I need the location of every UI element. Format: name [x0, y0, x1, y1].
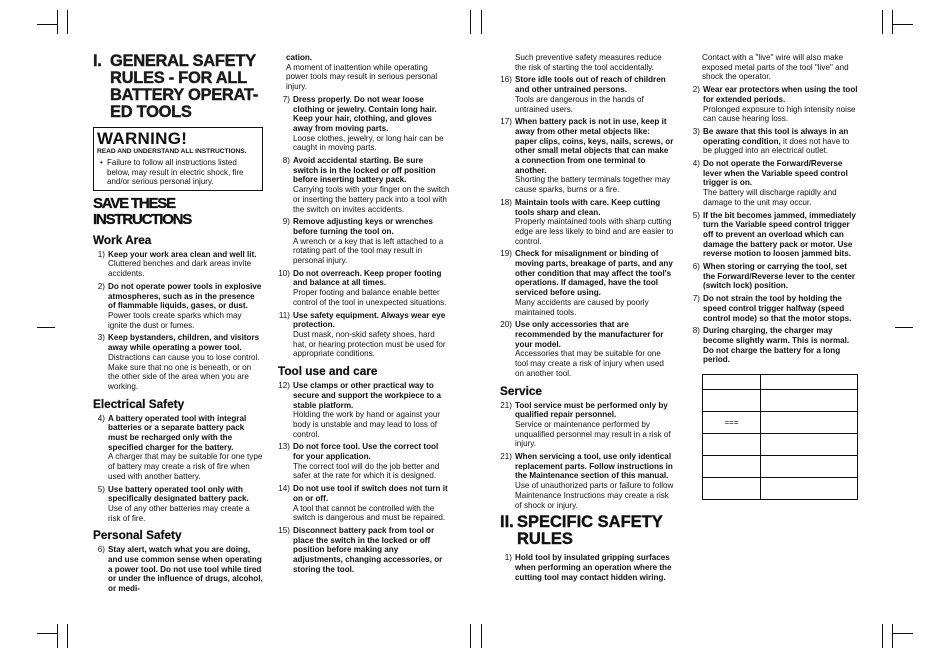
item-rule: When storing or carrying the tool, set the Forward/Reverse lever to the center (switch lock) position. — [703, 262, 856, 291]
item-text: Tools are dangerous in the hands of untrained users. — [515, 94, 644, 114]
tool-use-list-continued — [500, 75, 674, 378]
item-number: 11) — [278, 310, 290, 320]
item-number: 12) — [278, 381, 290, 391]
item-number: 9) — [282, 217, 290, 227]
title-line: SPECIFIC SAFETY — [517, 513, 663, 532]
center-mark — [470, 624, 471, 648]
specific-list-continued — [688, 85, 860, 365]
list-item — [500, 75, 674, 114]
list-item — [278, 526, 450, 575]
column-3 — [500, 53, 674, 585]
side-mark — [895, 327, 913, 328]
item-number: 21) — [500, 400, 512, 410]
side-mark — [37, 327, 55, 328]
list-item — [688, 326, 860, 365]
table-cell — [761, 434, 858, 456]
list-item — [688, 127, 860, 156]
item-rule: Maintain tools with care. Keep cutting tools sharp and clean. — [515, 197, 661, 217]
item-rule: Tool service must be performed only by qualified repair personnel. — [515, 400, 668, 420]
list-item — [500, 117, 674, 195]
list-item — [93, 545, 263, 594]
continued-rule: cation. — [286, 53, 313, 62]
table-cell — [703, 478, 761, 500]
heading-electrical-safety: Electrical Safety — [93, 396, 185, 411]
list-item — [278, 381, 450, 439]
item-text: The correct tool will do the job better and safer at the rate for which it is designed. — [293, 461, 440, 481]
item-text: Holding the work by hand or against your body is unstable and may lead to loss of control. — [293, 410, 441, 439]
list-item — [500, 198, 674, 247]
electrical-list — [93, 414, 263, 524]
section-number: I. — [93, 52, 102, 70]
heading-personal-safety: Personal Safety — [93, 528, 182, 543]
item-rule: Use only accessories that are recommended by the manufacturer for your model. — [515, 320, 664, 349]
table-cell — [761, 478, 858, 500]
item-rule: Stay alert, watch what you are doing, and use common sense when operating a power tool. Do not use tool while tired or under the influence of drugs, alcohol, or medi- — [108, 545, 263, 594]
list-item — [278, 217, 450, 266]
item-rule: If the bit becomes jammed, immediately turn the Variable speed control trigger off to prevent an overload which can damage the battery pack or motor. Use reverse motion to loosen jammed bits. — [703, 210, 856, 259]
personal-list-continued — [278, 95, 450, 359]
item-text: Use of any other batteries may create a risk of fire. — [108, 503, 250, 523]
item-text: Dust mask, non-skid safety shoes, hard hat, or hearing protection must be used for appropriate conditions. — [293, 329, 446, 359]
item-number: 2) — [97, 281, 105, 291]
center-mark — [481, 10, 482, 34]
crop-mark — [37, 24, 57, 25]
continued-text: Such preventive safety measures reduce the risk of starting the tool accidentally. — [515, 53, 662, 72]
item-number: 4) — [692, 159, 700, 169]
list-item — [500, 401, 674, 450]
section-title-specific — [500, 514, 674, 548]
list-item — [500, 249, 674, 317]
table-cell — [761, 390, 858, 412]
item-text: Shorting the battery terminals together may cause sparks, burns or a fire. — [515, 175, 671, 195]
table-cell — [761, 375, 858, 390]
continued-text — [278, 53, 450, 92]
item-rule: Do not operate power tools in explosive atmospheres, such as in the presence of flammable liquids, gases, or dust. — [108, 281, 262, 311]
item-number: 8) — [692, 326, 700, 336]
list-item — [93, 250, 263, 279]
heading-service: Service — [500, 383, 542, 398]
item-number: 7) — [692, 294, 700, 304]
item-rule: Use battery operated tool only with specifically designated battery pack. — [108, 484, 249, 504]
crop-mark — [882, 10, 883, 34]
item-rule: Wear ear protectors when using the tool for extended periods. — [703, 85, 858, 104]
heading-work-area: Work Area — [93, 232, 152, 247]
item-rule: When battery pack is not in use, keep it away from other metal objects like: paper clips, coins, keys, nails, screws, or other small metal objects that can make a connection from one terminal to another. — [515, 117, 674, 175]
warning-read: READ AND UNDERSTAND ALL INSTRUCTIONS. — [97, 148, 247, 155]
table-row — [703, 434, 858, 456]
warning-box — [93, 127, 263, 191]
item-number: 8) — [282, 156, 290, 166]
item-text: Power tools create sparks which may ignite the dust or fumes. — [108, 311, 242, 330]
crop-mark — [893, 633, 913, 634]
list-item — [278, 156, 450, 214]
item-text: The battery will discharge rapidly and damage to the unit may occur. — [703, 188, 837, 207]
item-text: Carrying tools with your finger on the switch or inserting the battery pack into a tool with the switch on invites accidents. — [293, 185, 450, 214]
item-rule: Disconnect battery pack from tool or place the switch in the locked or off position before making any adjustments, changing accessories, or storing the tool. — [293, 525, 443, 574]
section-number: II. — [500, 513, 514, 532]
continued-explanation: A moment of inattention while operating power tools may result in serious personal injury. — [286, 62, 438, 92]
list-item — [278, 95, 450, 153]
item-rule: Do not force tool. Use the correct tool for your application. — [293, 442, 439, 462]
item-number: 5) — [692, 210, 700, 220]
item-number: 16) — [500, 75, 512, 85]
item-number: 1) — [97, 249, 105, 259]
symbol-table — [702, 374, 858, 500]
crop-mark — [892, 10, 893, 34]
list-item — [688, 159, 860, 208]
list-item — [500, 553, 674, 582]
item-rule: Use safety equipment. Always wear eye protection. — [293, 310, 446, 330]
item-number: 15) — [278, 525, 290, 535]
list-item — [688, 85, 860, 124]
item-rule: A battery operated tool with integral batteries or a separate battery pack must be recharged only with the specified charger for the battery. — [108, 413, 247, 452]
column-1 — [93, 53, 263, 597]
specific-list — [500, 553, 674, 582]
title-line: BATTERY OPERAT- — [110, 86, 258, 104]
item-number: 6) — [692, 262, 700, 272]
item-number: 21) — [500, 452, 512, 462]
table-row — [703, 478, 858, 500]
title-line: ED TOOLS — [110, 103, 192, 121]
item-number: 14) — [278, 484, 290, 494]
section-title-general — [93, 53, 263, 121]
item-number: 3) — [692, 126, 700, 136]
item-rule: Do not use tool if switch does not turn it on or off. — [293, 484, 448, 503]
item-rule: Keep bystanders, children, and visitors away while operating a power tool. — [108, 333, 260, 353]
item-number: 1) — [504, 553, 512, 563]
item-number: 10) — [278, 268, 290, 278]
list-item — [688, 294, 860, 323]
item-rule: Remove adjusting keys or wrenches before turning the tool on. — [293, 217, 433, 236]
center-mark — [481, 624, 482, 648]
warning-list — [97, 158, 259, 187]
item-rule: When servicing a tool, use only identical replacement parts. Follow instructions in the Maintenance section of this manual. — [515, 452, 673, 481]
title-line: GENERAL SAFETY — [110, 52, 256, 70]
service-list — [500, 401, 674, 511]
table-cell — [703, 456, 761, 478]
list-item — [500, 452, 674, 510]
crop-mark — [37, 633, 57, 634]
item-number: 17) — [500, 117, 512, 127]
item-rule: Keep your work area clean and well lit. — [108, 249, 257, 259]
item-rule: Do not overreach. Keep proper footing and balance at all times. — [293, 268, 442, 288]
item-text: Prolonged exposure to high intensity noise can cause hearing loss. — [703, 104, 856, 124]
crop-mark — [893, 24, 913, 25]
item-text: Service or maintenance performed by unqualified personnel may result in a risk of injury. — [515, 419, 671, 449]
table-row — [703, 375, 858, 390]
item-number: 2) — [692, 85, 700, 95]
table-row — [703, 412, 858, 434]
list-item — [93, 282, 263, 331]
item-text: Many accidents are caused by poorly maintained tools. — [515, 297, 649, 317]
item-number: 4) — [97, 413, 105, 423]
item-number: 6) — [97, 545, 105, 555]
item-number: 13) — [278, 442, 290, 452]
item-number: 7) — [282, 94, 290, 104]
item-number: 5) — [97, 484, 105, 494]
dc-symbol-cell: === — [703, 412, 761, 434]
item-rule: Do not strain the tool by holding the speed control trigger halfway (speed control mode) so that the motor stops. — [703, 294, 852, 323]
list-item — [278, 442, 450, 481]
item-text: Properly maintained tools with sharp cutting edge are less likely to bind and are easier to control. — [515, 217, 674, 246]
crop-mark — [882, 624, 883, 648]
save-instructions-heading: SAVE THESE INSTRUCTIONS — [93, 194, 192, 228]
table-row — [703, 390, 858, 412]
list-item — [688, 211, 860, 260]
item-text: it does not have to be plugged into an electrical outlet. — [703, 136, 850, 156]
column-2 — [278, 53, 450, 577]
heading-tool-use: Tool use and care — [278, 364, 378, 379]
title-line: RULES — [517, 530, 573, 549]
item-rule: Be aware that this tool is always in an operating condition, — [703, 126, 849, 146]
tool-use-list — [278, 381, 450, 574]
center-mark — [470, 10, 471, 34]
item-number: 20) — [500, 320, 512, 330]
table-cell — [703, 390, 761, 412]
item-text: Cluttered benches and dark areas invite accidents. — [108, 259, 252, 279]
personal-list — [93, 545, 263, 594]
warning-bullet: • Failure to follow all instructions listed below, may result in electric shock, fire and/or serious personal injury. — [97, 158, 259, 187]
list-item — [93, 414, 263, 482]
item-rule: Store idle tools out of reach of children and other untrained persons. — [515, 75, 666, 95]
item-text: A wrench or a key that is left attached to a rotating part of the tool may result in personal injury. — [293, 236, 444, 266]
crop-mark — [57, 10, 58, 34]
item-text: Proper footing and balance enable better control of the tool in unexpected situations. — [293, 288, 447, 307]
crop-mark — [892, 624, 893, 648]
table-cell — [761, 456, 858, 478]
work-area-list — [93, 250, 263, 392]
table-cell — [703, 434, 761, 456]
item-text: A tool that cannot be controlled with the switch is dangerous and must be repaired. — [293, 503, 446, 523]
item-rule: Check for misalignment or binding of moving parts, breakage of parts, and any other condition that may affect the tool's operations. If damaged, have the tool serviced before using. — [515, 249, 673, 298]
table-row — [703, 456, 858, 478]
title-line: RULES - FOR ALL — [110, 69, 247, 87]
continued-text: Contact with a "live" wire will also make exposed metal parts of the tool "live" and shock the operator. — [702, 53, 849, 82]
item-text: Distractions can cause you to lose control. Make sure that no one is beneath, or on the other side of the area when you are working. — [108, 352, 260, 391]
item-rule: During charging, the charger may become slightly warm. This is normal. Do not charge the battery for a long period. — [703, 326, 850, 365]
table-cell — [703, 375, 761, 390]
list-item — [278, 484, 450, 523]
item-rule: Do not operate the Forward/Reverse lever when the Variable speed control trigger is on. — [703, 159, 848, 188]
list-item — [93, 333, 263, 391]
item-text: Use of unauthorized parts or failure to follow Maintenance Instructions may create a risk of shock or injury. — [515, 481, 674, 510]
list-item — [278, 269, 450, 308]
crop-mark — [57, 624, 58, 648]
table-cell — [761, 412, 858, 434]
item-number: 3) — [97, 333, 105, 343]
list-item — [500, 320, 674, 378]
list-item — [278, 311, 450, 360]
item-number: 19) — [500, 249, 512, 259]
item-rule: Hold tool by insulated gripping surfaces when performing an operation where the cutting tool may contact hidden wiring. — [515, 553, 672, 582]
item-rule: Use clamps or other practical way to secure and support the workpiece to a stable platform. — [293, 381, 441, 410]
list-item — [688, 262, 860, 291]
item-text: Loose clothes, jewelry, or long hair can be caught in moving parts. — [293, 133, 444, 153]
crop-mark — [67, 10, 68, 34]
item-text: Accessories that may be suitable for one tool may create a risk of injury when used on another tool. — [515, 349, 664, 378]
column-4 — [688, 53, 860, 500]
item-rule: Dress properly. Do not wear loose clothing or jewelry. Contain long hair. Keep your hair, clothing, and gloves away from moving parts. — [293, 94, 437, 133]
crop-mark — [67, 624, 68, 648]
list-item — [93, 485, 263, 524]
warning-title: WARNING! — [97, 129, 188, 148]
item-rule: Avoid accidental starting. Be sure switch is in the locked or off position before inserting battery pack. — [293, 156, 436, 185]
item-number: 18) — [500, 197, 512, 207]
item-text: A charger that may be suitable for one type of battery may create a risk of fire when used with another battery. — [108, 452, 263, 481]
